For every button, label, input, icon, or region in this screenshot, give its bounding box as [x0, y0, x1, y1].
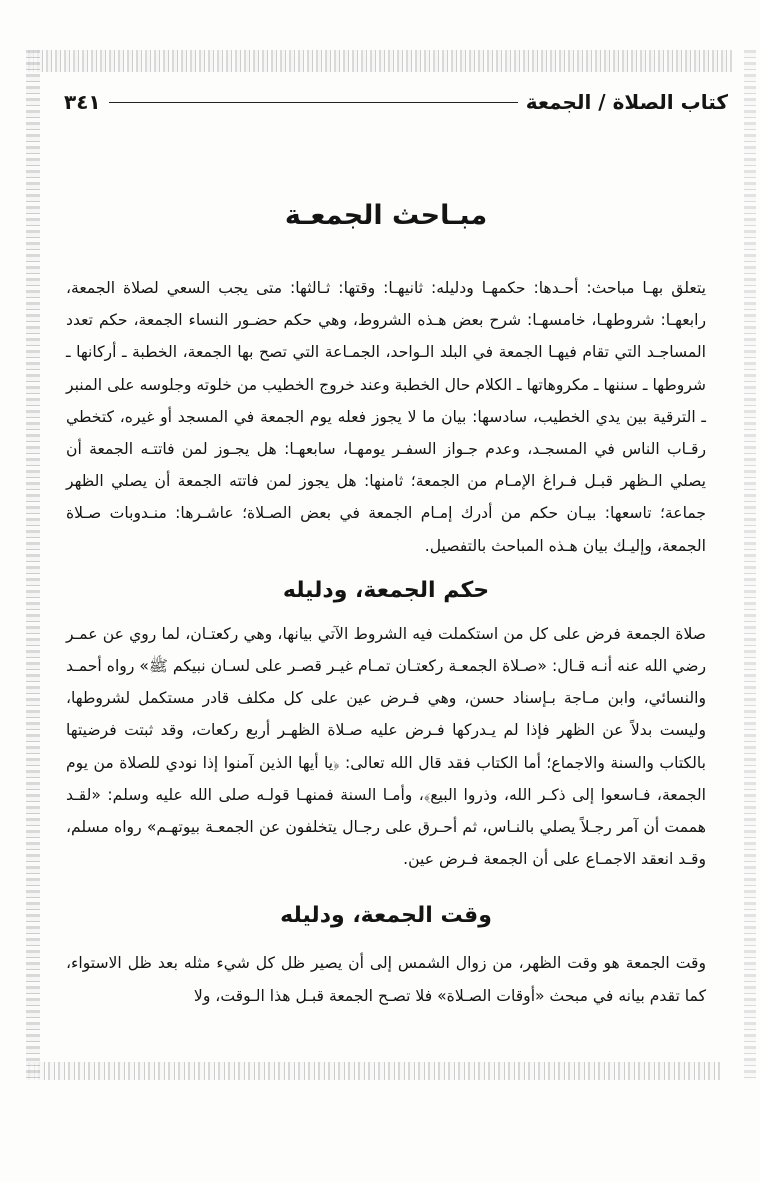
page-body	[66, 196, 706, 1012]
chapter-title: مبـاحث الجمعـة	[284, 200, 488, 231]
scan-border-bottom	[28, 1062, 720, 1080]
running-header-title: كتاب الصلاة / الجمعة	[525, 90, 728, 114]
scan-border-top	[28, 50, 732, 72]
header-rule	[109, 102, 518, 103]
section-heading-time: وقت الجمعة، ودليله	[280, 903, 492, 929]
page-number: ٣٤١	[64, 90, 101, 114]
scan-border-right	[744, 50, 756, 1080]
time-paragraph: وقت الجمعة هو وقت الظهر، من زوال الشمس إلى أن يصير ظل كل شيء مثله بعد ظل الاستواء، كما تقدم بيانه في مبحث «أوقات الصـلاة» فلا تصـح الجمعة قبـل هذا الـوقت، ولا	[66, 954, 706, 1005]
intro-paragraph: يتعلق بهـا مباحث: أحـدها: حكمهـا ودليله: ثانيهـا: وقتها: ثـالثها: متى يجب السعي لصلاة الجمعة، رابعهـا: شروطهـا، خامسهـا: شرح بعض هـذه الشروط، وهي حكم حضـور النساء الجمعة، حكم تعدد المساجـد التي تقام فيهـا الجمعة في البلد الـواحد، الجمـاعة التي تصح بها الجمعة، الخطبة ـ أركانها ـ شروطها ـ سننها ـ مكروهاتها ـ الكلام حال الخطبة وعند خروج الخطيب من خلوته وجلوسه على المنبر ـ الترقية بين يدي الخطيب، سادسها: بيان ما لا يجوز فعله يوم الجمعة في المسجد أو غيره، كتخطي رقـاب الناس في المسجـد، وعدم جـواز السفـر يومهـا، سابعهـا: هل يجـوز لمن فاتتـه الجمعة أن يصلي الـظهر قبـل فـراغ الإمـام من الجمعة؛ ثامنها: هل يجوز لمن فاتته الجمعة أن يصلي الظهر جماعة؛ تاسعها: بيـان حكم من أدرك إمـام الجمعة في بعض الصـلاة؛ عاشـرها: منـدوبات صـلاة الجمعة، وإليـك بيان هـذه المباحث بالتفصيل.	[66, 279, 706, 555]
scan-border-left	[26, 50, 40, 1080]
running-header	[64, 84, 728, 120]
ruling-paragraph: صلاة الجمعة فرض على كل من استكملت فيه الشروط الآتي بيانها، وهي ركعتـان، لما روي عن عمـر رضي الله عنه أنـه قـال: «صـلاة الجمعـة ركعتـان تمـام غيـر قصـر على لسـان نبيكم ﷺ» رواه أحمـد والنسائي، وابن مـاجة بـإسناد حسن، وهي فـرض عين على كل مكلف قادر مستكمل لشروطها، وليست بدلاً عن الظهر فإذا لم يـدركها فـرض عليه صـلاة الظهـر أربع ركعات، وقد ثبتت فرضيتها بالكتاب والسنة والاجماع؛ أما الكتاب فقد قال الله تعالى: ﴿يا أيها الذين آمنوا إذا نودي للصلاة من يوم الجمعة، فـاسعوا إلى ذكـر الله، وذروا البيع﴾، وأمـا السنة فمنهـا قولـه صلى الله عليه وسلم: «لقـد هممت أن آمر رجـلاً يصلي بالنـاس، ثم أحـرق على رجـال يتخلفون عن الجمعـة بيوتهـم» رواه مسلم، وقـد انعقد الاجمـاع على أن الجمعة فـرض عين.	[66, 624, 706, 869]
section-heading-ruling: حكم الجمعة، ودليله	[282, 577, 490, 603]
